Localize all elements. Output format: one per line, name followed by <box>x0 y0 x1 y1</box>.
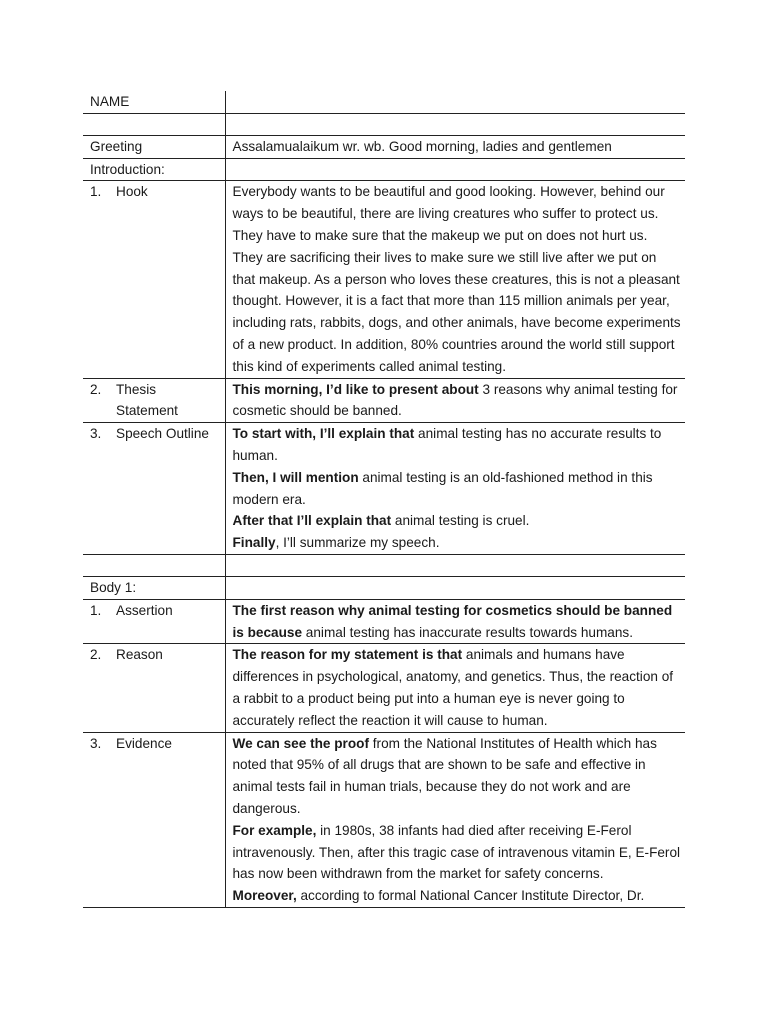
hook-label <box>90 181 221 203</box>
greeting-label: Greeting <box>83 135 225 158</box>
bold-lead: The first reason why animal testing for cosmetics should be banned is because <box>232 602 673 640</box>
blank-cell <box>83 113 225 135</box>
bold-lead: We can see the proof <box>232 735 369 751</box>
evidence-paragraph <box>233 885 682 907</box>
assertion-label <box>90 600 221 622</box>
plain-text: according to formal National Cancer Institute Director, Dr. <box>296 888 645 904</box>
blank-row <box>83 113 685 135</box>
reason-label <box>90 644 221 666</box>
assertion-row <box>83 599 685 644</box>
bold-lead: Finally <box>232 535 276 551</box>
plain-text: animal testing has no accurate results to human. <box>232 426 662 463</box>
item-label: Speech Outline <box>116 426 209 442</box>
outline-label <box>90 423 221 445</box>
item-number: 3. <box>90 426 102 442</box>
item-label: Evidence <box>116 735 172 751</box>
item-label: Thesis Statement <box>116 381 178 419</box>
hook-row <box>83 181 685 378</box>
item-number: 2. <box>90 647 102 663</box>
plain-text: from the National Institutes of Health which has noted that 95% of all drugs that are shown to be safe and effective in animal tests fail in human trials, because they do not work and are dangerous. <box>232 735 657 816</box>
name-label: NAME <box>83 91 225 113</box>
outline-line <box>233 532 682 554</box>
reason-text <box>225 644 685 732</box>
plain-text: , I’ll summarize my speech. <box>275 535 440 551</box>
bold-lead: For example, <box>232 822 317 838</box>
outline-line <box>233 510 682 532</box>
blank-row <box>83 554 685 576</box>
item-label: Hook <box>116 184 148 200</box>
introduction-row <box>83 158 685 181</box>
thesis-row <box>83 378 685 423</box>
plain-text: animal testing has inaccurate results towards humans. <box>302 624 633 640</box>
evidence-text <box>225 732 685 907</box>
greeting-row <box>83 135 685 158</box>
outline-text <box>225 423 685 555</box>
plain-text: animal testing is an old-fashioned method in this modern era. <box>232 469 653 507</box>
body1-label: Body 1: <box>83 576 225 599</box>
bold-lead: Then, I will mention <box>232 469 359 485</box>
thesis-text <box>225 378 685 423</box>
blank-cell <box>225 113 685 135</box>
plain-text: 3 reasons why animal testing for cosmetic should be banned. <box>232 381 678 419</box>
evidence-label <box>90 733 221 755</box>
assertion-text <box>225 599 685 644</box>
plain-text: animals and humans have differences in psychological, anatomy, and genetics. Thus, the reaction of a rabbit to a product being put into a human eye is never going to accurately reflect the reaction it will cause to human. <box>232 647 674 728</box>
introduction-label: Introduction: <box>83 158 225 181</box>
item-number: 3. <box>90 735 102 751</box>
item-number: 1. <box>90 602 102 618</box>
body1-cell <box>225 576 685 599</box>
bold-lead: This morning, I’d like to present about <box>232 381 479 397</box>
evidence-paragraph <box>233 820 682 885</box>
reason-row <box>83 644 685 732</box>
evidence-row <box>83 732 685 907</box>
name-row <box>83 91 685 113</box>
plain-text: animal testing is cruel. <box>391 513 530 529</box>
item-label: Reason <box>116 647 163 663</box>
speech-outline-table <box>83 91 685 908</box>
item-number: 2. <box>90 381 102 397</box>
introduction-cell <box>225 158 685 181</box>
name-value <box>225 91 685 113</box>
bold-lead: The reason for my statement is that <box>232 647 463 663</box>
hook-text: Everybody wants to be beautiful and good looking. However, behind our ways to be beautiful, there are living creatures who suffer to protect us. They have to make sure that the makeup we put on does not hurt us. They are sacrificing their lives to make sure we still live after we put on that makeup. As a person who loves these creatures, this is not a pleasant thought. However, it is a fact that more than 115 million animals per year, including rats, rabbits, dogs, and other animals, have become experiments of a new product. In addition, 80% countries around the world still support this kind of experiments called animal testing. <box>225 181 685 378</box>
outline-line <box>233 423 682 467</box>
outline-row <box>83 423 685 555</box>
thesis-label <box>90 379 221 423</box>
item-number: 1. <box>90 184 102 200</box>
bold-lead: To start with, I’ll explain that <box>232 426 415 442</box>
greeting-text: Assalamualaikum wr. wb. Good morning, ladies and gentlemen <box>225 135 685 158</box>
evidence-paragraph <box>233 733 682 820</box>
bold-lead: After that I’ll explain that <box>232 513 392 529</box>
bold-lead: Moreover, <box>232 888 297 904</box>
body1-row <box>83 576 685 599</box>
plain-text: in 1980s, 38 infants had died after receiving E-Ferol intravenously. Then, after this tragic case of intravenous vitamin E, E-Ferol has now been withdrawn from the market for safety concerns. <box>232 822 681 882</box>
outline-line <box>233 467 682 511</box>
blank-cell <box>225 554 685 576</box>
item-label: Assertion <box>116 602 173 618</box>
blank-cell <box>83 554 225 576</box>
